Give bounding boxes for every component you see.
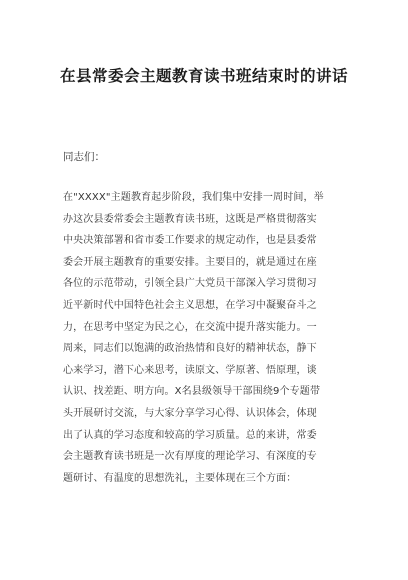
paragraph-line: 认识、找差距、明方向。X名县级领导干部围绕9个专题带 (63, 386, 321, 398)
paragraph-line: 题研讨、有温度的思想洗礼，主要体现在三个方面： (63, 472, 297, 484)
paragraph-line: 心来学习，潜下心来思考，读原文、学原著、悟原理，谈 (63, 364, 317, 376)
paragraph-line: 各位的示范带动，引领全县广大党员干部深入学习贯彻习 (63, 278, 317, 290)
paragraph-line: 力，在思考中坚定为民之心，在交流中提升落实能力。一 (63, 321, 317, 333)
paragraph-line: 会主题教育读书班是一次有厚度的理论学习、有深度的专 (63, 451, 317, 463)
paragraph-line: 出了认真的学习态度和较高的学习质量。总的来讲，常委 (63, 429, 317, 441)
paragraph-line: 委会开展主题教育的重要安排。主要目的，就是通过在座 (63, 256, 317, 268)
paragraph-line: 头开展研讨交流，与大家分享学习心得、认识体会，体现 (63, 408, 317, 419)
paragraph-line: 中央决策部署和省市委工作要求的规定动作，也是县委常 (63, 235, 317, 247)
paragraph-line: 在"XXXX"主题教育起步阶段，我们集中安排一周时间，举 (63, 192, 324, 203)
paragraph-line: 办这次县委常委会主题教育读书班，这既是严格贯彻落实 (63, 213, 317, 225)
paragraph-line: 近平新时代中国特色社会主义思想，在学习中凝聚奋斗之 (63, 300, 317, 311)
salutation: 同志们： (63, 151, 105, 163)
document-title: 在县常委会主题教育读书班结束时的讲话 (59, 67, 348, 85)
paragraph-line: 周来，同志们以饱满的政治热情和良好的精神状态，静下 (63, 343, 317, 355)
